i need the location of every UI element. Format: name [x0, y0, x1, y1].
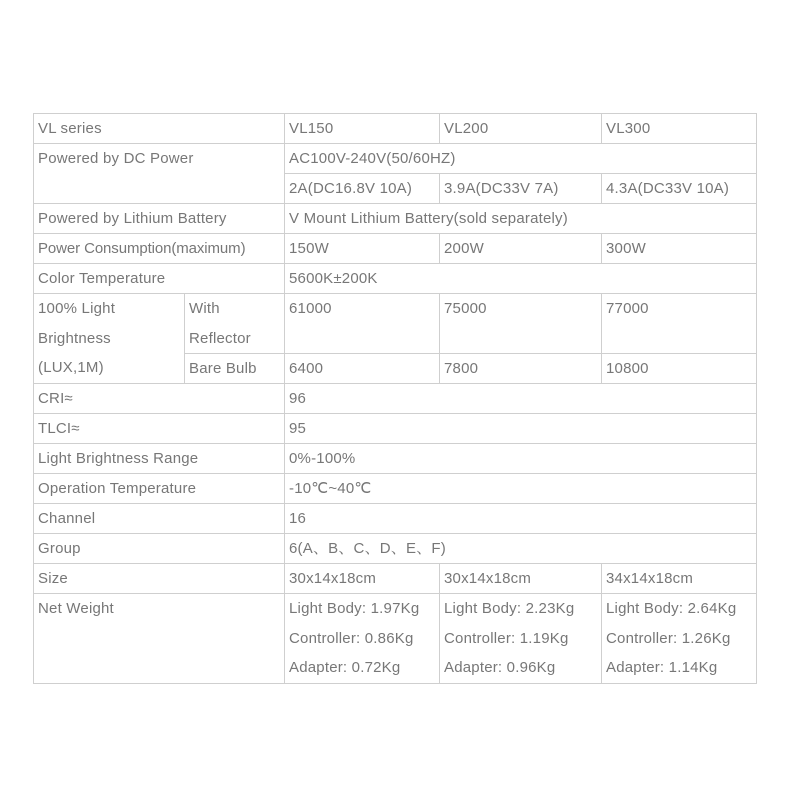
header-row — [34, 114, 757, 144]
power-dc-vl200: 3.9A(DC33V 7A) — [440, 174, 602, 204]
bare-bulb-label: Bare Bulb — [185, 354, 285, 384]
reflector-vl300: 77000 — [602, 294, 757, 354]
net-weight-vl150 — [285, 594, 440, 684]
tlci-row — [34, 414, 757, 444]
bare-bulb-vl300: 10800 — [602, 354, 757, 384]
reflector-label — [185, 294, 285, 354]
power-ac-value: AC100V-240V(50/60HZ) — [285, 144, 757, 174]
color-temperature-row — [34, 264, 757, 294]
net-weight-line: Light Body: 2.64Kg — [606, 600, 737, 617]
bare-bulb-vl200: 7800 — [440, 354, 602, 384]
channel-label: Channel — [34, 504, 285, 534]
net-weight-label: Net Weight — [34, 594, 285, 684]
size-vl200: 30x14x18cm — [440, 564, 602, 594]
model-vl150: VL150 — [285, 114, 440, 144]
cri-row — [34, 384, 757, 414]
reflector-vl150: 61000 — [285, 294, 440, 354]
brightness-label-line: (LUX,1M) — [38, 359, 104, 376]
bare-bulb-vl150: 6400 — [285, 354, 440, 384]
power-consumption-label: Power Consumption(maximum) — [34, 234, 285, 264]
power-consumption-row — [34, 234, 757, 264]
size-row — [34, 564, 757, 594]
power-dc-vl300: 4.3A(DC33V 10A) — [602, 174, 757, 204]
power-battery-row — [34, 204, 757, 234]
reflector-vl200: 75000 — [440, 294, 602, 354]
power-consumption-vl200: 200W — [440, 234, 602, 264]
net-weight-line: Adapter: 0.96Kg — [444, 659, 556, 676]
net-weight-line: Light Body: 2.23Kg — [444, 600, 575, 617]
net-weight-vl200 — [440, 594, 602, 684]
brightness-range-row — [34, 444, 757, 474]
model-vl200: VL200 — [440, 114, 602, 144]
power-dc-vl150: 2A(DC16.8V 10A) — [285, 174, 440, 204]
net-weight-row — [34, 594, 757, 684]
power-dc-label: Powered by DC Power — [34, 144, 285, 204]
power-battery-label: Powered by Lithium Battery — [34, 204, 285, 234]
tlci-value: 95 — [285, 414, 757, 444]
operation-temperature-value: -10℃~40℃ — [285, 474, 757, 504]
net-weight-line: Controller: 0.86Kg — [289, 629, 414, 647]
tlci-label: TLCI≈ — [34, 414, 285, 444]
power-battery-value: V Mount Lithium Battery(sold separately) — [285, 204, 757, 234]
net-weight-line: Adapter: 0.72Kg — [289, 659, 401, 676]
cri-value: 96 — [285, 384, 757, 414]
operation-temperature-row — [34, 474, 757, 504]
series-label: VL series — [34, 114, 285, 144]
cri-label: CRI≈ — [34, 384, 285, 414]
size-vl300: 34x14x18cm — [602, 564, 757, 594]
net-weight-line: Controller: 1.26Kg — [606, 629, 731, 647]
brightness-label-line: Brightness — [38, 329, 111, 347]
model-vl300: VL300 — [602, 114, 757, 144]
spec-table — [33, 113, 757, 684]
power-consumption-vl150: 150W — [285, 234, 440, 264]
group-row — [34, 534, 757, 564]
power-dc-row — [34, 144, 757, 174]
size-label: Size — [34, 564, 285, 594]
net-weight-line: Light Body: 1.97Kg — [289, 600, 420, 617]
color-temperature-value: 5600K±200K — [285, 264, 757, 294]
brightness-range-value: 0%-100% — [285, 444, 757, 474]
brightness-range-label: Light Brightness Range — [34, 444, 285, 474]
reflector-label-line: With — [189, 300, 220, 317]
color-temperature-label: Color Temperature — [34, 264, 285, 294]
group-label: Group — [34, 534, 285, 564]
brightness-label-line: 100% Light — [38, 300, 116, 317]
net-weight-line: Controller: 1.19Kg — [444, 629, 569, 647]
brightness-label — [34, 294, 185, 384]
net-weight-line: Adapter: 1.14Kg — [606, 659, 718, 676]
net-weight-vl300 — [602, 594, 757, 684]
reflector-label-line: Reflector — [189, 329, 251, 347]
power-consumption-vl300: 300W — [602, 234, 757, 264]
group-value: 6(A、B、C、D、E、F) — [285, 534, 757, 564]
channel-value: 16 — [285, 504, 757, 534]
size-vl150: 30x14x18cm — [285, 564, 440, 594]
channel-row — [34, 504, 757, 534]
operation-temperature-label: Operation Temperature — [34, 474, 285, 504]
